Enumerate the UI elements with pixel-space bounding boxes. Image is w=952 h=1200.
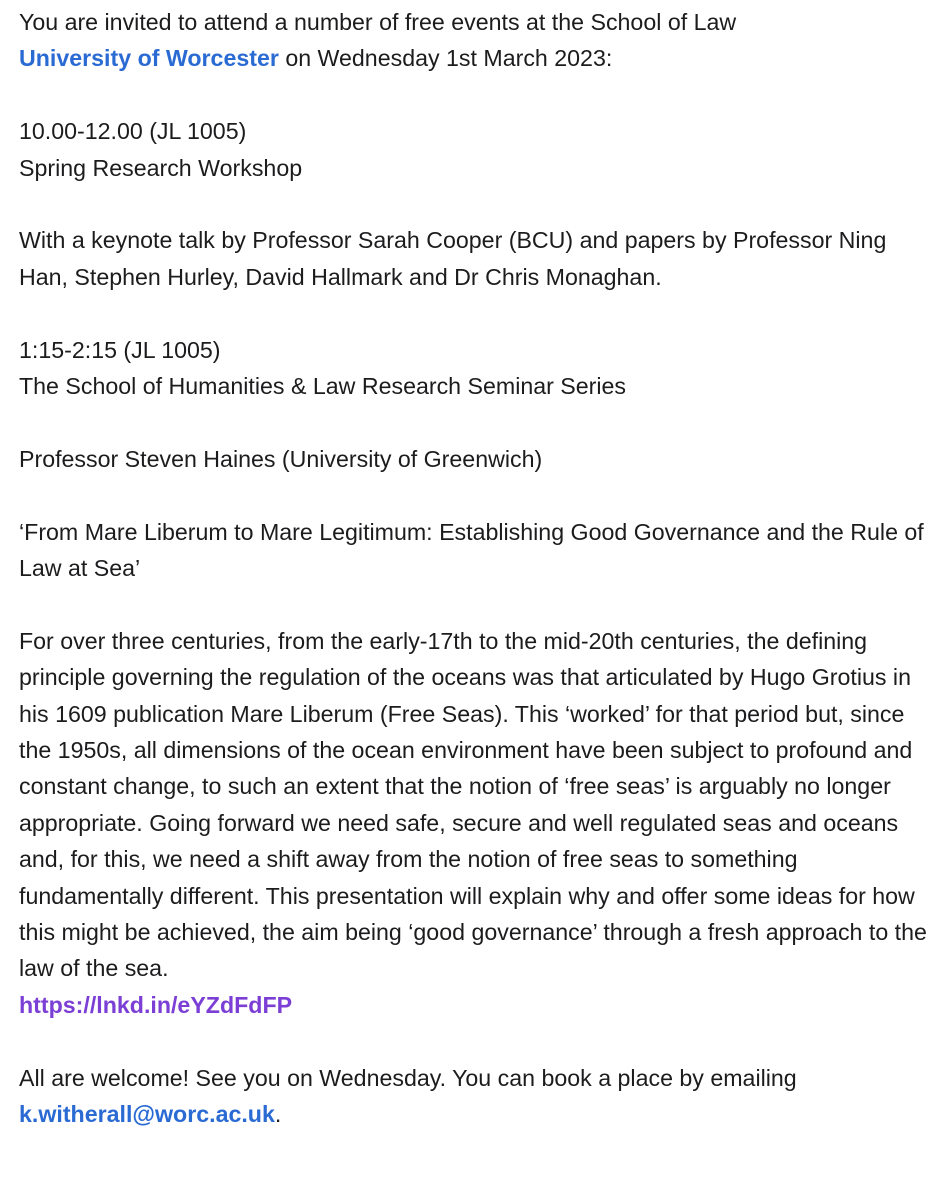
intro-date-text: on Wednesday 1st March 2023: bbox=[278, 45, 613, 72]
event1-details: With a keynote talk by Professor Sarah Cooper (BCU) and papers by Professor Ning Han, Stephen Hurley, David Hallmark and Dr Chris Monaghan. bbox=[19, 227, 887, 290]
event1-title: Spring Research Workshop bbox=[19, 154, 303, 181]
event2-header bbox=[19, 332, 940, 405]
closing-text: All are welcome! See you on Wednesday. You can book a place by emailing bbox=[19, 1064, 797, 1091]
event2-abstract: For over three centuries, from the early-17th to the mid-20th centuries, the defining principle governing the regulation of the oceans was that articulated by Hugo Grotius in his 1609 publication Mare Liberum (Free Seas). This ‘worked’ for that period but, since the 1950s, all dimensions of the ocean environment have been subject to profound and constant change, to such an extent that the notion of ‘free seas’ is arguably no longer appropriate. Going forward we need safe, secure and well regulated seas and oceans and, for this, we need a shift away from the notion of free seas to something fundamentally different. This presentation will explain why and offer some ideas for how this might be achieved, the aim being ‘good governance’ through a fresh approach to the law of the sea. bbox=[19, 627, 927, 982]
closing-paragraph bbox=[19, 1060, 940, 1133]
booking-email-link[interactable]: k.witherall@worc.ac.uk bbox=[19, 1101, 275, 1128]
closing-period: . bbox=[274, 1101, 282, 1128]
event2-time: 1:15-2:15 (JL 1005) bbox=[19, 336, 221, 363]
event-link[interactable]: https://lnkd.in/eYZdFdFP bbox=[19, 991, 293, 1018]
university-mention-link[interactable]: University of Worcester bbox=[19, 45, 279, 72]
intro-paragraph bbox=[19, 4, 940, 77]
event2-link-paragraph bbox=[19, 987, 940, 1023]
event2-talk-title: ‘From Mare Liberum to Mare Legitimum: Establishing Good Governance and the Rule of Law at Sea’ bbox=[19, 518, 924, 582]
event2-speaker: Professor Steven Haines (University of Greenwich) bbox=[19, 445, 543, 472]
event1-header bbox=[19, 113, 940, 186]
event2-title: The School of Humanities & Law Research Seminar Series bbox=[19, 373, 627, 400]
event1-time: 10.00-12.00 (JL 1005) bbox=[19, 118, 247, 145]
intro-text: You are invited to attend a number of free events at the School of Law bbox=[19, 9, 737, 35]
